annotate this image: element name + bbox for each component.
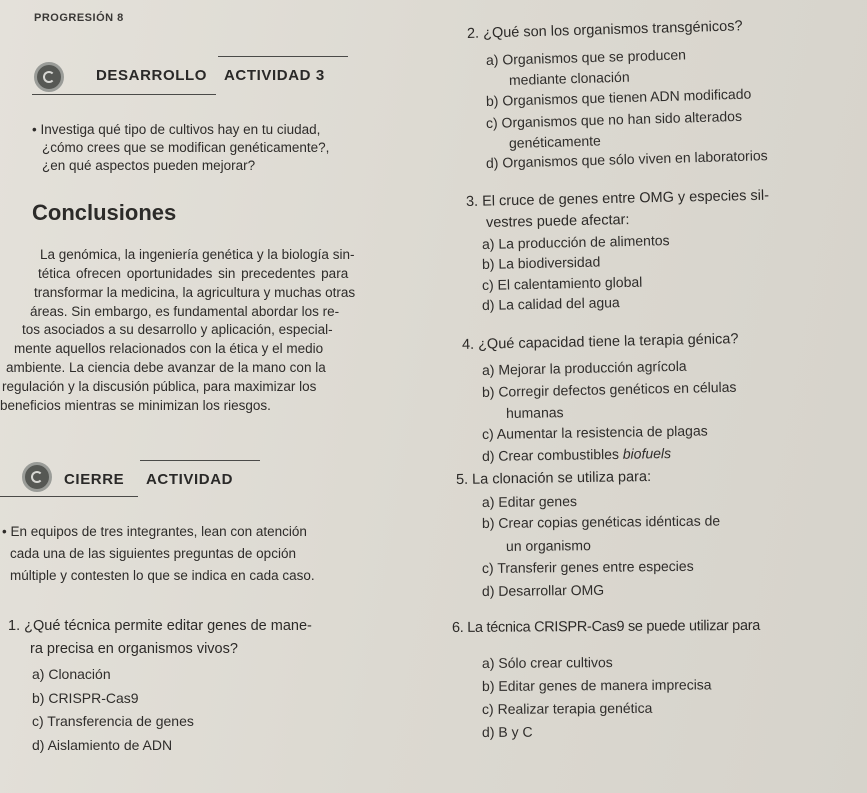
q6-option-c: c) Realizar terapia genética <box>481 699 653 717</box>
q4-option-a: a) Mejorar la producción agrícola <box>481 357 687 378</box>
q6-option-a: a) Sólo crear cultivos <box>481 654 613 671</box>
q3-option-a: a) La producción de alimentos <box>481 232 670 252</box>
conclusiones-line-5: tos asociados a su desarrollo y aplicación, especial- <box>22 322 333 337</box>
conclusiones-line-6: mente aquellos relacionados con la ética y el medio <box>14 341 324 356</box>
conclusiones-title: Conclusiones <box>32 200 177 225</box>
desarrollo-bullet-line-3: ¿en qué aspectos pueden mejorar? <box>42 158 256 173</box>
desarrollo-bullet-line-2: ¿cómo crees que se modifican genéticamente?, <box>42 140 330 155</box>
q3-option-d: d) La calidad del agua <box>481 294 620 313</box>
q2-option-a: a) Organismos que se producen <box>485 46 687 68</box>
desarrollo-title: DESARROLLO <box>96 67 207 84</box>
q2-option-d: d) Organismos que sólo viven en laboratorios <box>485 147 768 171</box>
q1-option-c: c) Transferencia de genes <box>32 713 194 729</box>
q5-line-1: 5. La clonación se utiliza para: <box>455 468 652 488</box>
cierre-top-rule <box>140 460 260 461</box>
cierre-title: CIERRE <box>64 471 125 488</box>
q2-option-c-cont: genéticamente <box>508 132 602 151</box>
q2-option-c: c) Organismos que no han sido alterados <box>485 107 743 131</box>
conclusiones-line-4: áreas. Sin embargo, es fundamental abordar los re- <box>30 304 340 319</box>
q6-line-1: 6. La técnica CRISPR-Cas9 se puede utilizar para <box>451 617 761 636</box>
conclusiones-line-3: transformar la medicina, la agricultura y muchas otras <box>34 285 356 300</box>
q3-line-2: vestres puede afectar: <box>485 211 630 231</box>
progression-label: PROGRESIÓN 8 <box>34 12 124 24</box>
q2-option-a-cont: mediante clonación <box>508 68 630 88</box>
cierre-bullet-line-3: múltiple y contesten lo que se indica en cada caso. <box>10 568 315 583</box>
q4-option-c: c) Aumentar la resistencia de plagas <box>481 422 708 442</box>
q1-line-2: ra precisa en organismos vivos? <box>30 641 238 657</box>
desarrollo-subtitle: ACTIVIDAD 3 <box>224 67 325 84</box>
q1-option-b: b) CRISPR-Cas9 <box>32 690 139 706</box>
conclusiones-line-7: ambiente. La ciencia debe avanzar de la mano con la <box>6 360 326 375</box>
cierre-subtitle: ACTIVIDAD <box>146 471 234 488</box>
desarrollo-badge-icon <box>34 62 64 92</box>
q4-line-1: 4. ¿Qué capacidad tiene la terapia génica? <box>461 331 739 353</box>
desarrollo-top-rule <box>218 56 348 57</box>
q4-option-d-text: d) Crear combustibles <box>481 445 620 464</box>
q3-option-b: b) La biodiversidad <box>481 253 601 272</box>
desarrollo-header <box>32 58 218 94</box>
q4-option-b: b) Corregir defectos genéticos en células <box>481 378 737 400</box>
conclusiones-line-9: beneficios mientras se minimizan los riesgos. <box>0 398 271 413</box>
q5-option-c: c) Transferir genes entre especies <box>481 557 694 576</box>
cierre-bullet-line-1: • En equipos de tres integrantes, lean con atención <box>2 524 307 539</box>
q1-option-a: a) Clonación <box>32 666 111 682</box>
q4-option-d-italic: biofuels <box>622 445 672 462</box>
q4-option-d <box>482 445 671 464</box>
q1-line-1: 1. ¿Qué técnica permite editar genes de mane- <box>8 618 312 634</box>
q5-option-b: b) Crear copias genéticas idénticas de <box>481 512 721 531</box>
q4-option-b-cont: humanas <box>505 404 564 421</box>
q5-option-a: a) Editar genes <box>481 493 578 510</box>
conclusiones-line-8: regulación y la discusión pública, para maximizar los <box>2 379 317 394</box>
conclusiones-line-2: tética ofrecen oportunidades sin precedentes para <box>38 266 349 281</box>
q3-line-1: 3. El cruce de genes entre OMG y especies sil- <box>465 187 770 210</box>
desarrollo-bullet-line-1: • Investiga qué tipo de cultivos hay en tu ciudad, <box>32 122 321 137</box>
cierre-badge-icon <box>22 462 52 492</box>
q3-option-c: c) El calentamiento global <box>481 273 643 293</box>
q2-option-b: b) Organismos que tienen ADN modificado <box>485 85 752 109</box>
cierre-bullet-line-2: cada una de las siguientes preguntas de opción <box>10 546 296 561</box>
q2-line-1: 2. ¿Qué son los organismos transgénicos? <box>466 18 743 42</box>
q1-option-d: d) Aislamiento de ADN <box>32 737 173 753</box>
q5-option-b-cont: un organismo <box>505 537 591 554</box>
cierre-header <box>0 460 140 496</box>
q6-option-d: d) B y C <box>481 723 533 740</box>
q6-option-b: b) Editar genes de manera imprecisa <box>481 676 712 694</box>
q5-option-d: d) Desarrollar OMG <box>481 581 605 599</box>
conclusiones-line-1: La genómica, la ingeniería genética y la biología sin- <box>40 247 355 262</box>
